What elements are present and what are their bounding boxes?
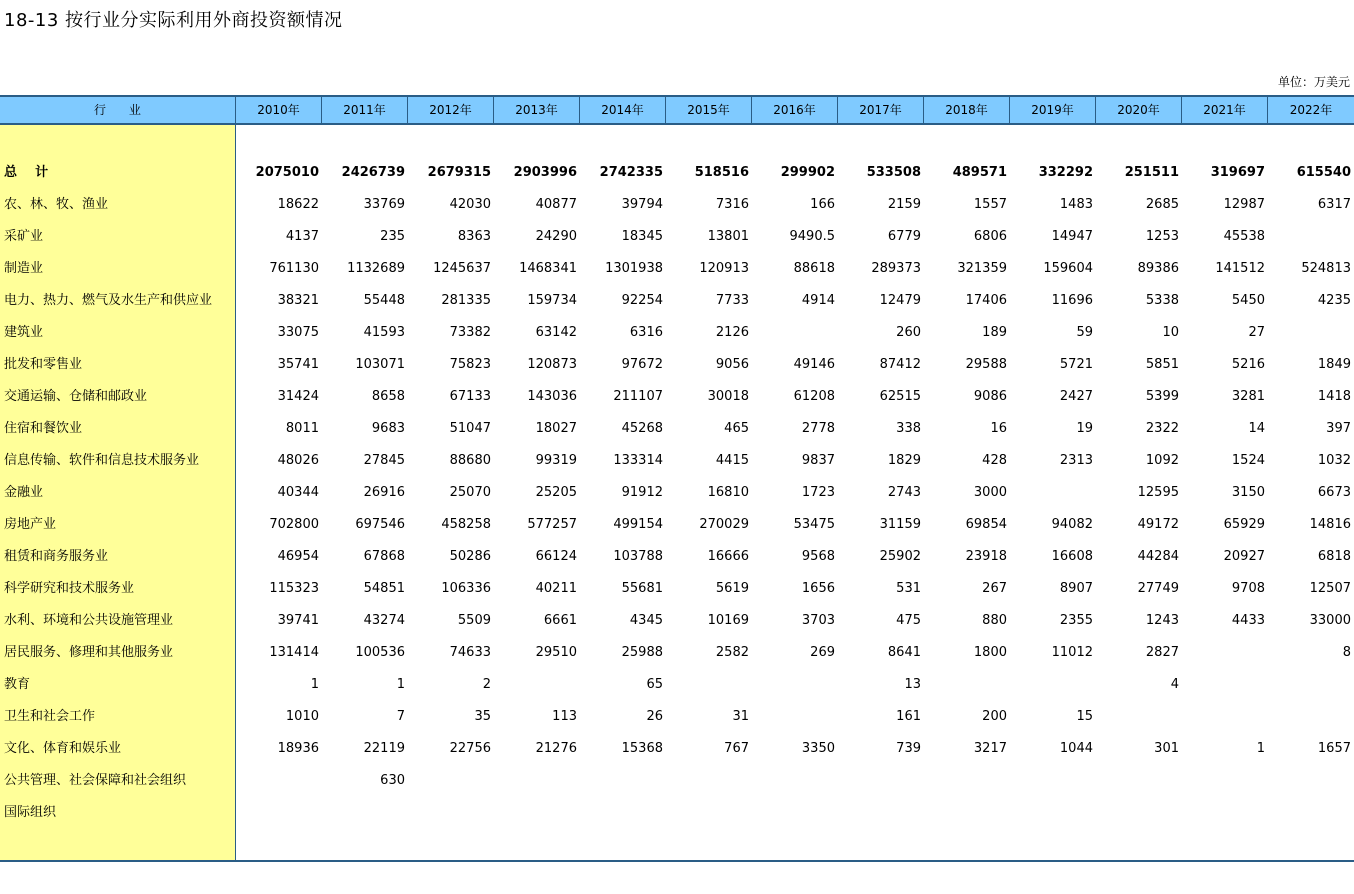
table-cell: 25902 [879,549,921,564]
table-cell: 1829 [887,453,921,468]
table-cell: 4415 [715,453,749,468]
table-cell: 3217 [973,741,1007,756]
table-cell: 13 [904,677,921,692]
table-row [0,477,1354,509]
table-row [0,509,1354,541]
table-cell: 35 [474,709,491,724]
row-industry-name: 总 计 [4,165,49,180]
table-cell: 120873 [527,357,577,372]
row-industry-name: 房地产业 [4,517,57,532]
table-cell: 131414 [269,645,319,660]
table-row [0,413,1354,445]
table-cell: 531 [896,581,921,596]
table-cell: 518516 [694,165,749,180]
table-cell: 53475 [793,517,835,532]
table-cell: 4 [1170,677,1179,692]
table-cell: 397 [1326,421,1351,436]
table-cell: 1253 [1145,229,1179,244]
table-cell: 27 [1248,325,1265,340]
table-cell: 289373 [871,261,921,276]
table-cell: 189 [982,325,1007,340]
table-cell: 332292 [1038,165,1093,180]
table-cell: 8011 [285,421,319,436]
table-cell: 489571 [952,165,1007,180]
table-cell: 7733 [715,293,749,308]
table-cell: 20927 [1223,549,1265,564]
table-cell: 1468341 [519,261,577,276]
row-industry-name: 信息传输、软件和信息技术服务业 [4,453,200,468]
header-year: 2012年 [408,97,494,123]
table-cell: 251511 [1124,165,1179,180]
table-cell: 1483 [1059,197,1093,212]
table-cell: 63142 [535,325,577,340]
table-row [0,797,1354,829]
table-cell: 43274 [363,613,405,628]
table-cell: 3350 [801,741,835,756]
row-industry-name: 采矿业 [4,229,44,244]
table-cell: 18622 [277,197,319,212]
table-cell: 94082 [1051,517,1093,532]
table-cell: 44284 [1137,549,1179,564]
table-cell: 1 [396,677,405,692]
header-year: 2014年 [580,97,666,123]
table-row [0,573,1354,605]
table-cell: 338 [896,421,921,436]
table-cell: 6316 [629,325,663,340]
table-cell: 22756 [449,741,491,756]
table-cell: 23918 [965,549,1007,564]
table-cell: 17406 [965,293,1007,308]
table-cell: 16810 [707,485,749,500]
table-cell: 2582 [715,645,749,660]
table-cell: 12595 [1137,485,1179,500]
table-cell: 159604 [1043,261,1093,276]
table-cell: 1557 [973,197,1007,212]
header-year: 2022年 [1289,103,1333,117]
table-row [0,285,1354,317]
table-cell: 97672 [621,357,663,372]
table-cell: 1800 [973,645,1007,660]
table-cell: 55448 [363,293,405,308]
table-cell: 33075 [277,325,319,340]
table-cell: 100536 [355,645,405,660]
table-cell: 6661 [543,613,577,628]
table-cell: 33000 [1309,613,1351,628]
table-cell: 3150 [1231,485,1265,500]
table-cell: 739 [896,741,921,756]
row-industry-name: 国际组织 [4,805,57,820]
table-cell: 1 [1256,741,1265,756]
table-row [0,765,1354,797]
table-cell: 12987 [1223,197,1265,212]
table-cell: 4433 [1231,613,1265,628]
table-row [0,381,1354,413]
table-cell: 577257 [527,517,577,532]
header-industry: 行 业 [0,97,236,123]
table-cell: 5619 [715,581,749,596]
table-cell: 458258 [441,517,491,532]
table-cell: 3281 [1231,389,1265,404]
header-year: 2010年 [236,97,322,123]
table-cell: 319697 [1210,165,1265,180]
table-cell: 5216 [1231,357,1265,372]
table-cell: 8363 [457,229,491,244]
table-cell: 67868 [363,549,405,564]
table-cell: 67133 [449,389,491,404]
table-cell: 9708 [1231,581,1265,596]
table-cell: 6317 [1317,197,1351,212]
table-cell: 4345 [629,613,663,628]
table-cell: 5338 [1145,293,1179,308]
table-cell: 29510 [535,645,577,660]
table-cell: 29588 [965,357,1007,372]
table-cell: 702800 [269,517,319,532]
table-cell: 55681 [621,581,663,596]
table-cell: 630 [380,773,405,788]
row-industry-name: 电力、热力、燃气及水生产和供应业 [4,293,213,308]
table-cell: 10 [1162,325,1179,340]
table-cell: 31159 [879,517,921,532]
row-industry-name: 公共管理、社会保障和社会组织 [4,773,187,788]
table-cell: 7316 [715,197,749,212]
row-industry-name: 文化、体育和娱乐业 [4,741,122,756]
table-cell: 1849 [1317,357,1351,372]
table-cell: 62515 [879,389,921,404]
table-cell: 5509 [457,613,491,628]
table-cell: 465 [724,421,749,436]
table-cell: 25070 [449,485,491,500]
table-row [0,221,1354,253]
table-cell: 2679315 [427,165,491,180]
table-cell: 35741 [277,357,319,372]
table-cell: 14947 [1051,229,1093,244]
table-cell: 75823 [449,357,491,372]
table-cell: 133314 [613,453,663,468]
header-year: 2019年 [1010,97,1096,123]
table-cell: 8641 [887,645,921,660]
table-cell: 115323 [269,581,319,596]
row-industry-name: 批发和零售业 [4,357,83,372]
table-cell: 9837 [801,453,835,468]
table-cell: 103071 [355,357,405,372]
table-cell: 18027 [535,421,577,436]
table-cell: 40344 [277,485,319,500]
header-year: 2013年 [494,97,580,123]
table-cell: 301 [1154,741,1179,756]
unit-label: 单位：万美元 [1277,75,1350,89]
table-cell: 103788 [613,549,663,564]
table-cell: 89386 [1137,261,1179,276]
table-cell: 1243 [1145,613,1179,628]
header-year: 2015年 [666,97,752,123]
table-cell: 22119 [363,741,405,756]
table-cell: 49146 [793,357,835,372]
header-year: 2020年 [1096,97,1182,123]
row-industry-name: 水利、环境和公共设施管理业 [4,613,174,628]
table-cell: 1301938 [605,261,663,276]
table-cell: 267 [982,581,1007,596]
table-cell: 761130 [269,261,319,276]
table-cell: 2322 [1145,421,1179,436]
table-cell: 27845 [363,453,405,468]
table-cell: 9568 [801,549,835,564]
table-cell: 2159 [887,197,921,212]
table-cell: 499154 [613,517,663,532]
table-cell: 1044 [1059,741,1093,756]
table-cell: 31424 [277,389,319,404]
table-cell: 9490.5 [789,229,835,244]
table-row [0,253,1354,285]
table-cell: 18936 [277,741,319,756]
table-cell: 6806 [973,229,1007,244]
table-cell: 41593 [363,325,405,340]
row-industry-name: 制造业 [4,261,44,276]
table-cell: 2313 [1059,453,1093,468]
table-cell: 14 [1248,421,1265,436]
table-cell: 25205 [535,485,577,500]
table-cell: 767 [724,741,749,756]
table-cell: 475 [896,613,921,628]
table-cell: 12479 [879,293,921,308]
table-cell: 11012 [1051,645,1093,660]
table-cell: 10169 [707,613,749,628]
table-bottom-rule [0,860,1354,862]
page-title: 18-13 按行业分实际利用外商投资额情况 [4,10,343,31]
table-cell: 15368 [621,741,663,756]
table-cell: 39741 [277,613,319,628]
table-row [0,157,1354,189]
row-industry-name: 住宿和餐饮业 [4,421,83,436]
table-cell: 13801 [707,229,749,244]
table-cell: 120913 [699,261,749,276]
table-cell: 26916 [363,485,405,500]
table-cell: 6818 [1317,549,1351,564]
table-cell: 3703 [801,613,835,628]
table-cell: 615540 [1296,165,1351,180]
table-cell: 30018 [707,389,749,404]
table-cell: 2426739 [341,165,405,180]
table-cell: 1132689 [347,261,405,276]
table-cell: 2778 [801,421,835,436]
table-cell: 4914 [801,293,835,308]
table-cell: 24290 [535,229,577,244]
table-header [0,95,1354,125]
table-row [0,317,1354,349]
table-cell: 1723 [801,485,835,500]
table-cell: 1092 [1145,453,1179,468]
table-cell: 51047 [449,421,491,436]
table-cell: 25988 [621,645,663,660]
table-cell: 5399 [1145,389,1179,404]
header-year: 2017年 [838,97,924,123]
table-cell: 143036 [527,389,577,404]
table-cell: 5450 [1231,293,1265,308]
table-cell: 269 [810,645,835,660]
table-cell: 8658 [371,389,405,404]
table-cell: 428 [982,453,1007,468]
row-industry-name: 农、林、牧、渔业 [4,197,109,212]
table-cell: 141512 [1215,261,1265,276]
table-cell: 2126 [715,325,749,340]
table-cell: 18345 [621,229,663,244]
table-cell: 1418 [1317,389,1351,404]
table-cell: 6779 [887,229,921,244]
table-cell: 59 [1076,325,1093,340]
table-cell: 159734 [527,293,577,308]
table-cell: 2827 [1145,645,1179,660]
table-cell: 2 [482,677,491,692]
table-cell: 73382 [449,325,491,340]
table-row [0,189,1354,221]
table-cell: 74633 [449,645,491,660]
table-cell: 40211 [535,581,577,596]
table-cell: 99319 [535,453,577,468]
table-cell: 14816 [1309,517,1351,532]
table-cell: 1657 [1317,741,1351,756]
table-cell: 88618 [793,261,835,276]
table-cell: 46954 [277,549,319,564]
row-industry-name: 教育 [4,677,31,692]
table-cell: 2903996 [513,165,577,180]
table-cell: 65 [646,677,663,692]
table-cell: 88680 [449,453,491,468]
table-cell: 26 [646,709,663,724]
table-cell: 106336 [441,581,491,596]
table-cell: 21276 [535,741,577,756]
table-cell: 48026 [277,453,319,468]
table-cell: 16666 [707,549,749,564]
table-cell: 2427 [1059,389,1093,404]
table-cell: 27749 [1137,581,1179,596]
table-cell: 2075010 [255,165,319,180]
table-cell: 31 [732,709,749,724]
table-cell: 3000 [973,485,1007,500]
row-industry-name: 交通运输、仓储和邮政业 [4,389,148,404]
row-industry-name: 居民服务、修理和其他服务业 [4,645,174,660]
table-cell: 45268 [621,421,663,436]
table-cell: 5851 [1145,357,1179,372]
table-cell: 40877 [535,197,577,212]
table-row [0,349,1354,381]
table-cell: 39794 [621,197,663,212]
table-cell: 5721 [1059,357,1093,372]
table-cell: 270029 [699,517,749,532]
table-cell: 61208 [793,389,835,404]
table-cell: 4137 [285,229,319,244]
table-row [0,605,1354,637]
table-cell: 87412 [879,357,921,372]
table-row [0,733,1354,765]
table-cell: 9683 [371,421,405,436]
table-cell: 50286 [449,549,491,564]
row-industry-name: 租赁和商务服务业 [4,549,109,564]
table-cell: 92254 [621,293,663,308]
table-row [0,637,1354,669]
table-cell: 8907 [1059,581,1093,596]
table-cell: 16608 [1051,549,1093,564]
table-cell: 2743 [887,485,921,500]
table-cell: 65929 [1223,517,1265,532]
table-cell: 2685 [1145,197,1179,212]
table-cell: 1010 [285,709,319,724]
table-cell: 33769 [363,197,405,212]
table-cell: 533508 [866,165,921,180]
table-cell: 45538 [1223,229,1265,244]
table-cell: 1656 [801,581,835,596]
table-cell: 12507 [1309,581,1351,596]
table-cell: 7 [396,709,405,724]
table-cell: 8 [1342,645,1351,660]
table-cell: 11696 [1051,293,1093,308]
table-cell: 1032 [1317,453,1351,468]
row-industry-name: 科学研究和技术服务业 [4,581,135,596]
table-cell: 42030 [449,197,491,212]
table-cell: 2355 [1059,613,1093,628]
table-row [0,445,1354,477]
table-cell: 91912 [621,485,663,500]
table-row [0,541,1354,573]
table-cell: 211107 [613,389,663,404]
table-row [0,701,1354,733]
table-cell: 235 [380,229,405,244]
row-industry-name: 卫生和社会工作 [4,709,96,724]
table-cell: 66124 [535,549,577,564]
table-cell: 166 [810,197,835,212]
table-row [0,669,1354,701]
row-industry-name: 金融业 [4,485,44,500]
table-cell: 1245637 [433,261,491,276]
table-cell: 1524 [1231,453,1265,468]
table-cell: 299902 [780,165,835,180]
table-cell: 49172 [1137,517,1179,532]
table-cell: 880 [982,613,1007,628]
row-industry-name: 建筑业 [4,325,44,340]
table-cell: 38321 [277,293,319,308]
table-cell: 9056 [715,357,749,372]
header-year: 2011年 [322,97,408,123]
table-cell: 260 [896,325,921,340]
table-cell: 200 [982,709,1007,724]
header-year: 2018年 [924,97,1010,123]
table-cell: 69854 [965,517,1007,532]
table-cell: 19 [1076,421,1093,436]
table-cell: 6673 [1317,485,1351,500]
table-cell: 161 [896,709,921,724]
header-year: 2016年 [752,97,838,123]
table-cell: 697546 [355,517,405,532]
table-cell: 15 [1076,709,1093,724]
table-cell: 113 [552,709,577,724]
table-cell: 2742335 [599,165,663,180]
table-cell: 16 [990,421,1007,436]
header-year: 2021年 [1182,97,1268,123]
table-cell: 524813 [1301,261,1351,276]
table-cell: 1 [310,677,319,692]
table-cell: 4235 [1317,293,1351,308]
table-cell: 321359 [957,261,1007,276]
table-cell: 9086 [973,389,1007,404]
table-cell: 281335 [441,293,491,308]
table-cell: 54851 [363,581,405,596]
